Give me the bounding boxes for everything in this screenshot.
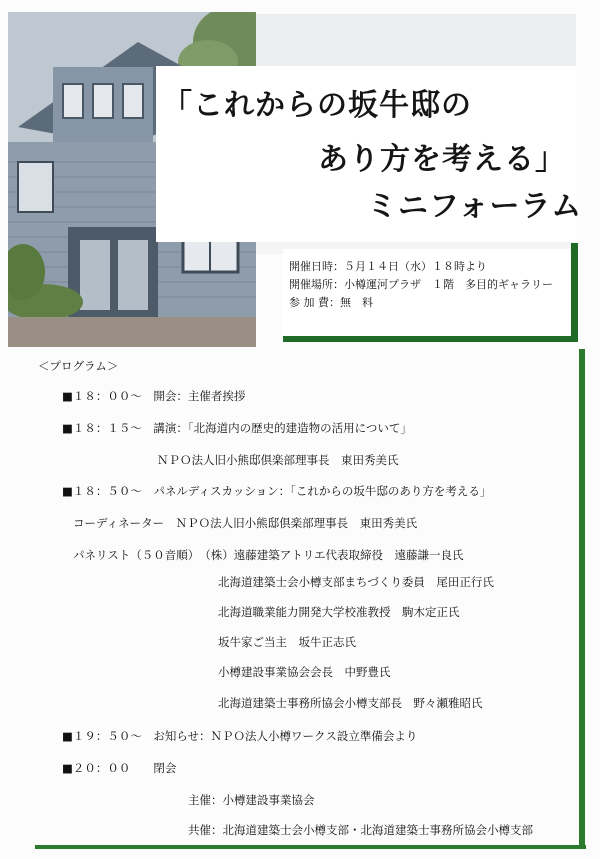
green-accent-bar <box>579 349 585 846</box>
program-item: 北海道職業能力開発大学校准教授 駒木定正氏 <box>218 605 460 619</box>
program-item: 北海道建築士事務所協会小樽支部長 野々瀬雅昭氏 <box>218 696 483 710</box>
co-organizer: 共催：北海道建築士会小樽支部・北海道建築士事務所協会小樽支部 <box>188 823 533 837</box>
program-item: ■１８：１５～ 講演：「北海道内の歴史的建造物の活用について」 <box>62 421 412 435</box>
green-accent-bar <box>571 243 578 341</box>
green-accent-bar <box>283 336 578 342</box>
green-accent-bar <box>35 845 586 849</box>
organizer: 主催：小樽建設事業協会 <box>188 793 315 807</box>
title-line-2: あり方を考える」 <box>318 142 566 177</box>
event-fee: 参 加 費：無 料 <box>289 296 373 309</box>
program-item: ＮＰＯ法人旧小熊邸倶楽部理事長 東田秀美氏 <box>157 453 399 467</box>
program-item: ■１８：５０～ パネルディスカッション：「これからの坂牛邸のあり方を考える」 <box>62 484 492 498</box>
event-date: 開催日時：５月１４日（水）１８時より <box>289 260 487 273</box>
program-heading: ＜プログラム＞ <box>38 359 119 373</box>
program-item: ■２０：００ 閉会 <box>62 761 177 775</box>
program-item: 小樽建設事業協会会長 中野豊氏 <box>218 665 391 679</box>
program-item: コーディネーター ＮＰＯ法人旧小熊邸倶楽部理事長 東田秀美氏 <box>73 516 418 530</box>
program-item: 北海道建築士会小樽支部まちづくり委員 尾田正行氏 <box>218 575 494 589</box>
program-item: パネリスト（５０音順） （株）遠藤建築アトリエ代表取締役 遠藤謙一良氏 <box>73 548 464 562</box>
program-item: ■１９：５０～ お知らせ：ＮＰＯ法人小樽ワークス設立準備会より <box>62 729 418 743</box>
title-line-1: 「これからの坂牛邸の <box>162 88 472 123</box>
program-item: ■１８：００～ 開会：主催者挨拶 <box>62 389 246 403</box>
event-venue: 開催場所：小樽運河プラザ １階 多目的ギャラリー <box>289 278 553 291</box>
program-item: 坂牛家ご当主 坂牛正志氏 <box>218 635 356 649</box>
title-line-3: ミニフォーラム <box>367 189 583 224</box>
